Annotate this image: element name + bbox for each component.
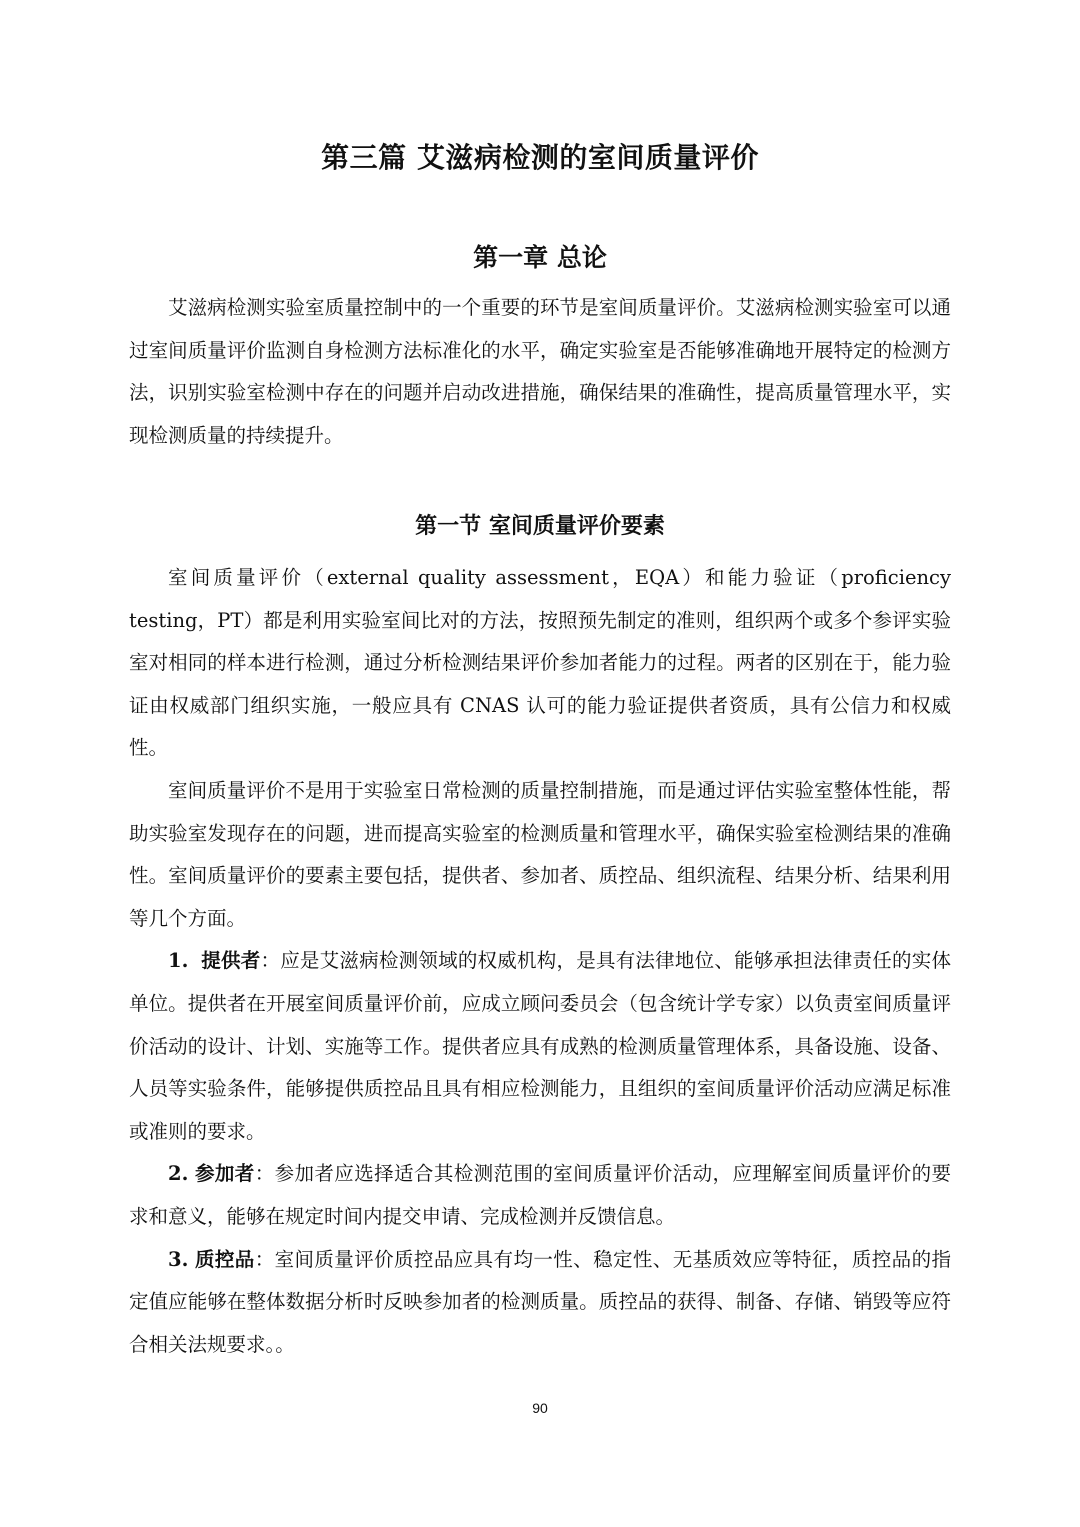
list-item-number: 3.	[168, 1247, 189, 1271]
list-item-number: 1.	[168, 949, 189, 973]
part-title: 第三篇 艾滋病检测的室间质量评价	[321, 141, 759, 174]
chapter-title: 第一章 总论	[473, 243, 607, 272]
list-item-number: 2.	[168, 1162, 189, 1186]
list-item	[129, 940, 951, 1153]
list-item-text: ：应是艾滋病检测领域的权威机构，是具有法律地位、能够承担法律责任的实体单位。提供者在开展室间质量评价前，应成立顾问委员会（包含统计学专家）以负责室间质量评价活动的设计、计划、实施等工作。提供者应具有成熟的检测质量管理体系，具备设施、设备、人员等实验条件，能够提供质控品且具有相应检测能力，且组织的室间质量评价活动应满足标准或准则的要求。	[129, 949, 951, 1143]
list-item-text: ：室间质量评价质控品应具有均一性、稳定性、无基质效应等特征，质控品的指定值应能够在整体数据分析时反映参加者的检测质量。质控品的获得、制备、存储、销毁等应符合相关法规要求。。	[129, 1247, 951, 1356]
list-item-term: 提供者	[201, 949, 261, 973]
section-title: 第一节 室间质量评价要素	[415, 514, 665, 539]
body-paragraph: 室间质量评价（external quality assessment，EQA）和能力验证（proficiency testing，PT）都是利用实验室间比对的方法，按照预先制定的准则，组织两个或多个参评实验室对相同的样本进行检测，通过分析检测结果评价参加者能力的过程。两者的区别在于，能力验证由权威部门组织实施，一般应具有 CNAS 认可的能力验证提供者资质，具有公信力和权威性。	[129, 566, 951, 760]
page-number: 90	[532, 1400, 548, 1416]
intro-paragraph: 艾滋病检测实验室质量控制中的一个重要的环节是室间质量评价。艾滋病检测实验室可以通过室间质量评价监测自身检测方法标准化的水平，确定实验室是否能够准确地开展特定的检测方法，识别实验室检测中存在的问题并启动改进措施，确保结果的准确性，提高质量管理水平，实现检测质量的持续提升。	[129, 296, 951, 447]
list-item-text: ：参加者应选择适合其检测范围的室间质量评价活动，应理解室间质量评价的要求和意义，能够在规定时间内提交申请、完成检测并反馈信息。	[129, 1162, 951, 1228]
list-item	[129, 1239, 951, 1367]
body-paragraph: 室间质量评价不是用于实验室日常检测的质量控制措施，而是通过评估实验室整体性能，帮助实验室发现存在的问题，进而提高实验室的检测质量和管理水平，确保实验室检测结果的准确性。室间质量评价的要素主要包括，提供者、参加者、质控品、组织流程、结果分析、结果利用等几个方面。	[129, 778, 951, 930]
list-item	[129, 1153, 951, 1238]
section-body	[129, 557, 951, 1366]
intro-section	[129, 287, 951, 457]
list-item-term: 参加者	[194, 1162, 255, 1186]
list-item-term: 质控品	[194, 1247, 255, 1271]
